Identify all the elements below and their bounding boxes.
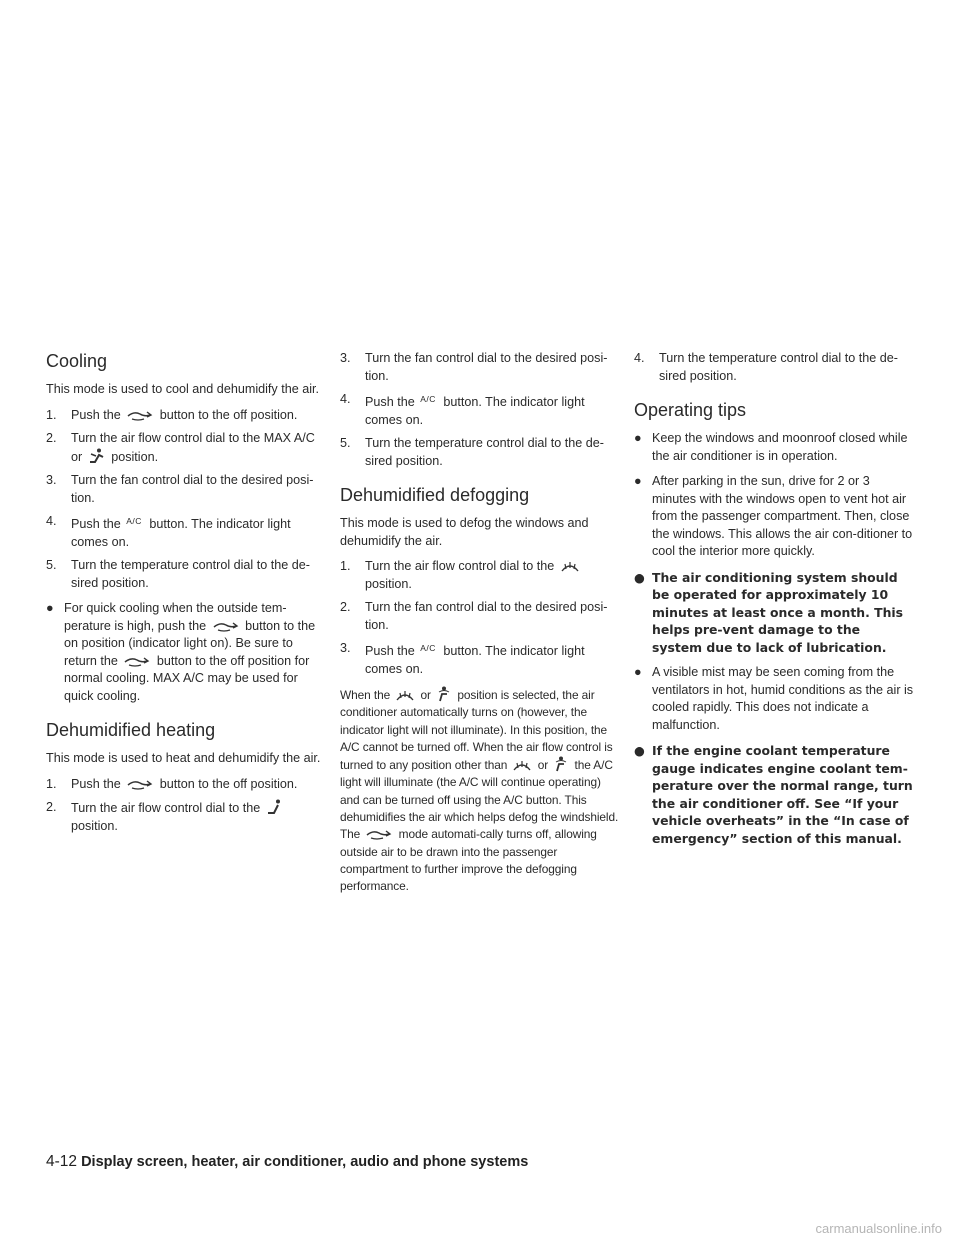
defrost-icon [395,688,415,702]
defrost-icon [512,758,532,772]
section-title-dehumidified-heating: Dehumidified heating [46,720,216,740]
section-title-cooling: Cooling [46,351,108,371]
recirculation-icon [365,827,393,841]
column-3 [634,350,914,855]
list-item: ● For quick cooling when the outside tem-perature is high, push the button to the on position (indicator light on). Be sure to return the button to the off position for normal cooling. MAX A/C may be used for quick cooling. [46,601,316,703]
list-item: 2. Turn the fan control dial to the desired posi-tion. [340,600,608,632]
chapter-title: Display screen, heater, air conditioner, audio and phone systems [81,1154,529,1170]
dehumidified-defogging-intro: This mode is used to defog the windows and dehumidify the air. [340,516,589,548]
ac-icon: A/C [420,643,436,653]
list-item: 2. Turn the air flow control dial to the MAX A/C or position. [46,431,315,464]
list-item: 4. Push the A/C button. The indicator light comes on. [46,514,291,549]
defogging-paragraph: When the or position is selected, the air conditioner automatically turns on (however, the indicator light will not illuminate). In this position, the A/C cannot be turned off. When the air flow control is turned to any position other than or the A/C light will illuminate (the A/C will continue operating) and can be turned off using the A/C button. This dehumidifies the air which helps defog the windshield. The mode automati-cally turns off, allowing outside air to be drawn into the passenger compartment to further improve the defogging performance. [340,688,619,894]
column-1 [46,350,326,843]
cooling-intro: This mode is used to cool and dehumidify the air. [46,382,320,396]
recirculation-icon [212,619,240,633]
floor-defrost-icon [553,756,569,772]
ac-icon: A/C [420,394,436,404]
ac-icon: A/C [126,516,142,526]
section-title-dehumidified-defogging: Dehumidified defogging [340,485,530,505]
list-item: ● The air conditioning system should be operated for approximately 10 minutes at least once a month. This helps pre-vent damage to the system due to lack of lubrication. [634,569,904,655]
page-number: 4-12 [46,1153,78,1170]
list-item: 1. Push the button to the off position. [46,407,298,422]
floor-defrost-icon [436,686,452,702]
floor-mode-icon [88,448,106,464]
recirculation-icon [126,408,154,422]
list-item: 5. Turn the temperature control dial to the de-sired position. [46,558,310,590]
watermark: carmanualsonline.info [815,1221,942,1236]
list-item: 1. Push the button to the off position. [46,776,298,791]
list-item: ● Keep the windows and moonroof closed while the air conditioner is in operation. [634,431,908,463]
dehumidified-heating-intro: This mode is used to heat and dehumidify the air. [46,751,321,765]
list-item: 4. Push the A/C button. The indicator light comes on. [340,392,585,427]
defrost-icon [560,559,580,573]
list-item: 3. Turn the fan control dial to the desired posi-tion. [340,351,608,383]
list-item: ● A visible mist may be seen coming from the ventilators in hot, humid conditions as the air is cooled rapidly. This does not indicate a malfunction. [634,665,914,732]
list-item: 4. Turn the temperature control dial to the de-sired position. [634,351,898,383]
list-item: ● If the engine coolant temperature gauge indicates engine coolant tem-perature over the normal range, turn the air conditioner off. See “If your vehicle overheats” in the “In case of emergency” section of this manual. [634,743,913,846]
floor-mode-icon [266,799,284,815]
list-item: 1. Turn the air flow control dial to the position. [340,558,620,593]
column-2 [340,350,620,904]
list-item: ● After parking in the sun, drive for 2 or 3 minutes with the windows open to vent hot air from the passenger compartment. Then, close the windows. This allows the air con-ditioner to cool the interior more quickly. [634,474,913,558]
page-footer [46,1153,528,1171]
list-item: 3. Push the A/C button. The indicator light comes on. [340,641,585,676]
recirculation-icon [126,777,154,791]
list-item: 3. Turn the fan control dial to the desired posi-tion. [46,473,314,505]
list-item: 2. Turn the air flow control dial to the position. [46,799,326,835]
recirculation-icon [123,654,151,668]
list-item: 5. Turn the temperature control dial to the de-sired position. [340,436,604,468]
section-title-operating-tips: Operating tips [634,400,747,420]
